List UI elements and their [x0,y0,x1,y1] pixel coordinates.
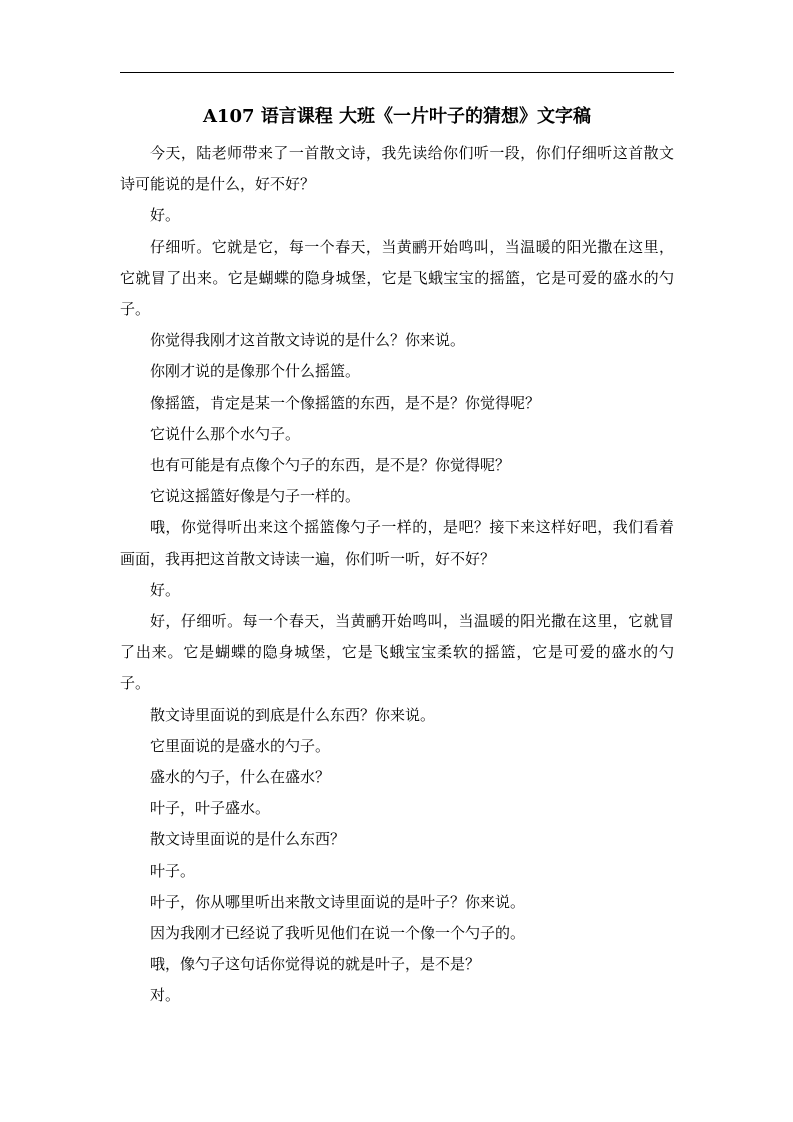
paragraph: 好，仔细听。每一个春天，当黄鹂开始鸣叫，当温暖的阳光撒在这里，它就冒了出来。它是蝴蝶的隐身城堡，它是飞蛾宝宝柔软的摇篮，它是可爱的盛水的勺子。 [120,612,674,693]
paragraph: 哦，你觉得听出来这个摇篮像勺子一样的，是吧？接下来这样好吧，我们看着画面，我再把这首散文诗读一遍，你们听一听，好不好？ [120,518,674,568]
paragraph: 仔细听。它就是它，每一个春天，当黄鹂开始鸣叫，当温暖的阳光撒在这里，它就冒了出来。它是蝴蝶的隐身城堡，它是飞蛾宝宝的摇篮，它是可爱的盛水的勺子。 [120,237,674,319]
paragraph: 散文诗里面说的是什么东西？ [150,830,346,849]
paragraph: 散文诗里面说的到底是什么东西？你来说。 [150,705,436,724]
paragraph: 好。 [150,206,181,225]
paragraph: 叶子。 [150,861,196,880]
paragraph: 今天，陆老师带来了一首散文诗，我先读给你们听一段，你们仔细听这首散文诗可能说的是什么，好不好？ [120,144,674,194]
paragraph: 哦，像勺子这句话你觉得说的就是叶子，是不是？ [150,955,481,974]
paragraph: 叶子，你从哪里听出来散文诗里面说的是叶子？你来说。 [150,892,526,911]
paragraph: 你刚才说的是像那个什么摇篮。 [150,362,361,381]
paragraph: 它说什么那个水勺子。 [150,424,301,443]
paragraph: 好。 [150,580,181,599]
document-body [120,138,674,1012]
paragraph: 因为我刚才已经说了我听见他们在说一个像一个勺子的。 [150,924,526,943]
paragraph: 它里面说的是盛水的勺子。 [150,736,331,755]
paragraph: 盛水的勺子，什么在盛水？ [150,768,331,787]
document-title: A107 语言课程 大班《一片叶子的猜想》文字稿 [202,106,592,127]
paragraph: 也有可能是有点像个勺子的东西，是不是？你觉得呢？ [150,456,511,475]
paragraph: 它说这摇篮好像是勺子一样的。 [150,487,361,506]
paragraph: 像摇篮，肯定是某一个像摇篮的东西，是不是？你觉得呢？ [150,393,541,412]
header-rule [120,72,674,73]
paragraph: 叶子，叶子盛水。 [150,799,271,818]
paragraph: 你觉得我刚才这首散文诗说的是什么？你来说。 [150,331,466,350]
paragraph: 对。 [150,986,181,1005]
